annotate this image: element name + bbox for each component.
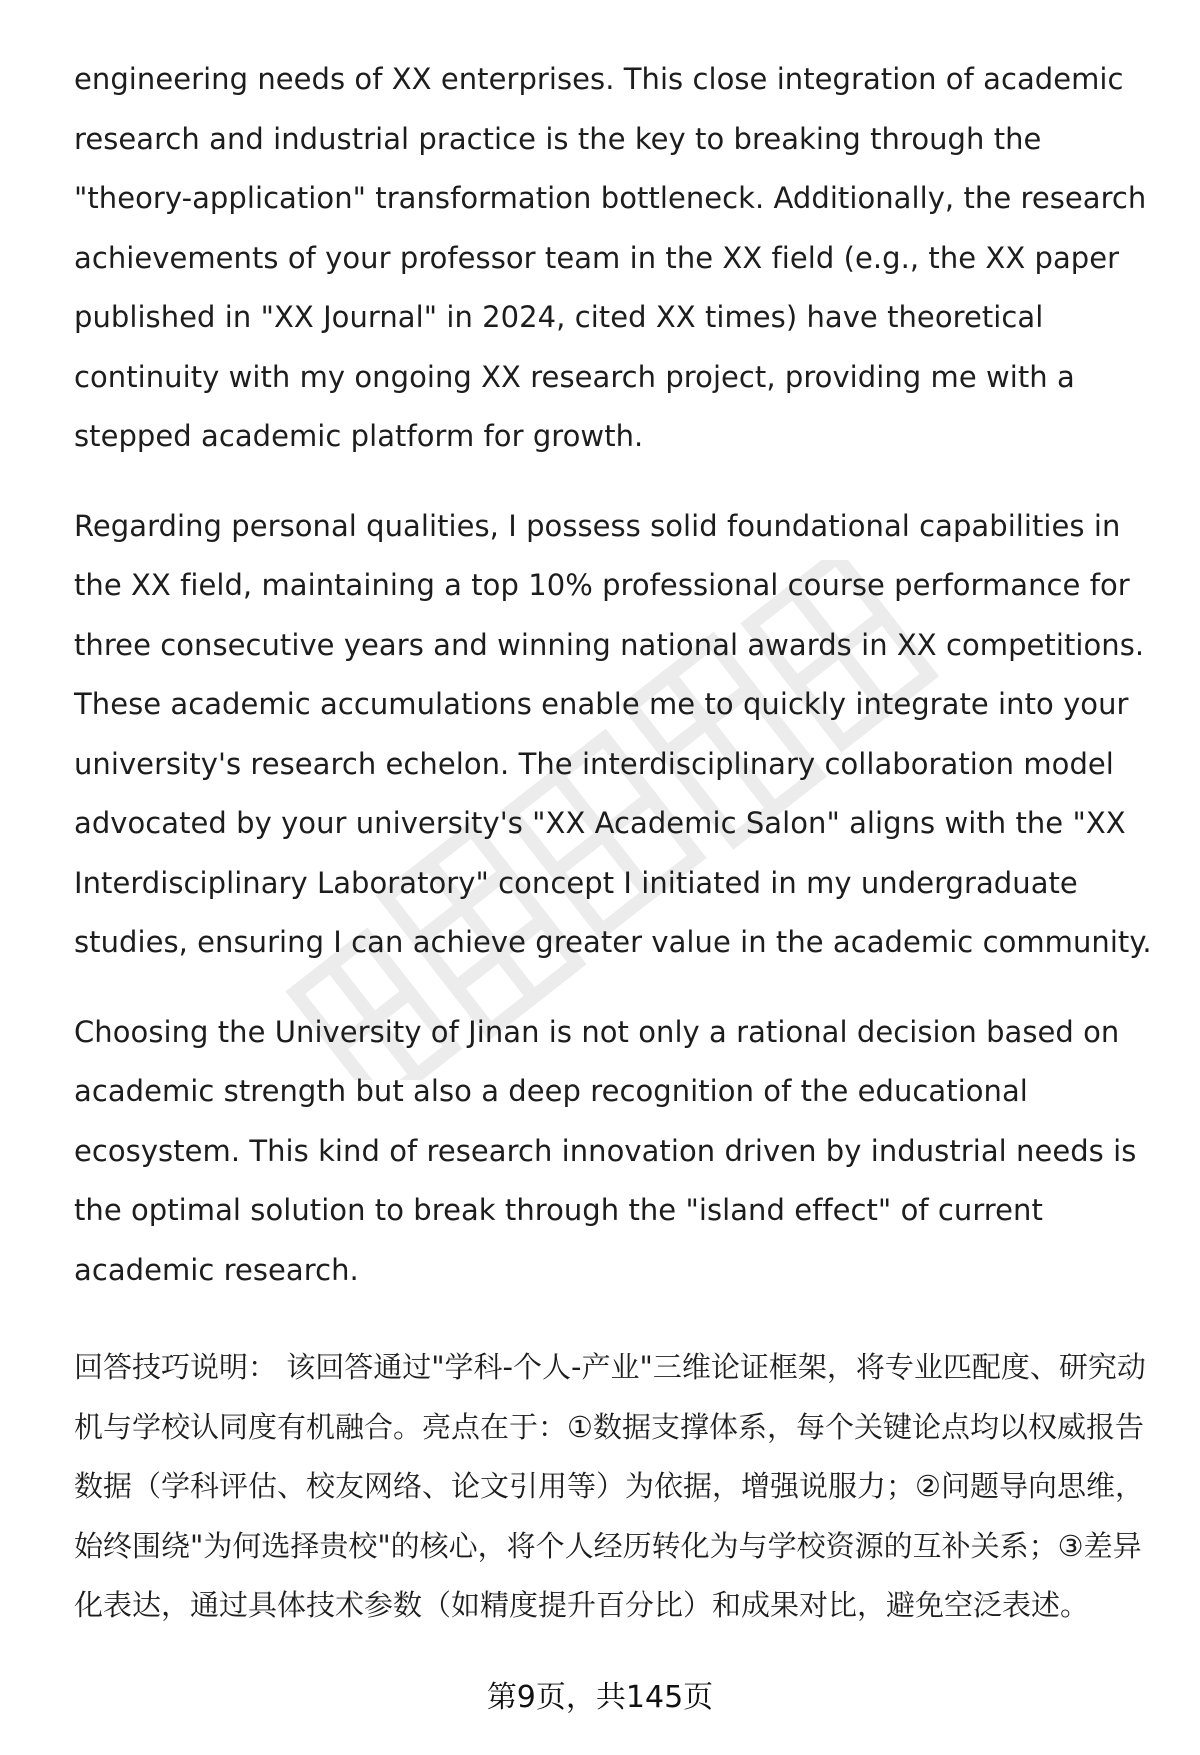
body-paragraph-1: engineering needs of XX enterprises. This close integration of academic research and industrial practice is the key to breaking through the "theory-application" transformation bottleneck. Additionally, the research achievements of your professor team in the XX field (e.g., the XX paper published in "XX Journal" in 2024, cited XX times) have theoretical continuity with my ongoing XX research project, providing me with a stepped academic platform for growth. bbox=[74, 62, 1147, 453]
page-content bbox=[74, 50, 1154, 1636]
body-paragraph-2: Regarding personal qualities, I possess solid foundational capabilities in the XX field, maintaining a top 10% professional course performance for three consecutive years and winning national awards in XX competitions. These academic accumulations enable me to quickly integrate into your university's research echelon. The interdisciplinary collaboration model advocated by your university's "XX Academic Salon" aligns with the "XX Interdisciplinary Laboratory" concept I initiated in my undergraduate studies, ensuring I can achieve greater value in the academic community. bbox=[74, 508, 1152, 959]
page-number-label: 第9页，共145页 bbox=[486, 1680, 714, 1715]
body-paragraph-3: Choosing the University of Jinan is not only a rational decision based on academic strength but also a deep recognition of the educational ecosystem. This kind of research innovation driven by industrial needs is the optimal solution to break through the "island effect" of current academic research. bbox=[74, 1014, 1137, 1287]
answer-tip-paragraph: 回答技巧说明： 该回答通过"学科-个人-产业"三维论证框架，将专业匹配度、研究动机与学校认同度有机融合。亮点在于：①数据支撑体系，每个关键论点均以权威报告数据（学科评估、校友网络、论文引用等）为依据，增强说服力；②问题导向思维，始终围绕"为何选择贵校"的核心，将个人经历转化为与学校资源的互补关系；③差异化表达，通过具体技术参数（如精度提升百分比）和成果对比，避免空泛表述。 bbox=[74, 1350, 1146, 1622]
page-footer bbox=[0, 1672, 1200, 1716]
